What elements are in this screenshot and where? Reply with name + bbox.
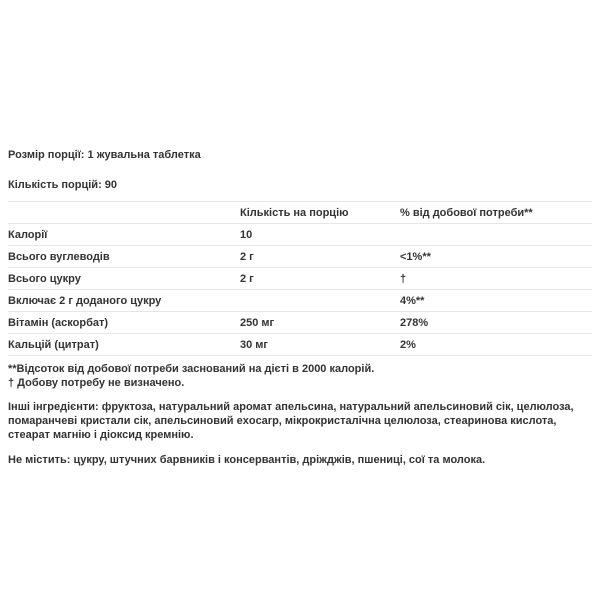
serving-size-text: Розмір порції: 1 жувальна таблетка <box>8 149 201 161</box>
does-not-contain-text: Не містить: цукру, штучних барвників і консервантів, дріжджів, пшениці, сої та молока. <box>8 454 486 466</box>
daily-value-cell: † <box>400 272 407 285</box>
header-daily-value: % від добової потреби** <box>400 206 533 219</box>
amount-cell: 10 <box>240 228 253 241</box>
table-row-calories <box>8 224 592 246</box>
nutrient-name-cell: Кальцій (цитрат) <box>8 338 99 351</box>
table-header-row <box>8 202 592 224</box>
nutrition-facts-table <box>8 201 592 356</box>
nutrient-name-cell: Всього цукру <box>8 272 81 285</box>
daily-value-footnote: **Відсоток від добової потреби заснований на дієті в 2000 калорій. <box>8 363 375 375</box>
nutrient-name-cell: Включає 2 г доданого цукру <box>8 294 162 307</box>
nutrient-name-cell: Вітамін (аскорбат) <box>8 316 109 329</box>
table-row-total-sugar <box>8 268 592 290</box>
daily-value-cell: <1%** <box>400 250 431 263</box>
daily-value-cell: 2% <box>400 338 416 351</box>
daily-value-cell: 278% <box>400 316 429 329</box>
table-row-total-carbs <box>8 246 592 268</box>
footnotes-block <box>8 362 592 390</box>
table-row-calcium-citrate <box>8 334 592 356</box>
daily-value-cell <box>400 224 592 246</box>
amount-cell: 30 мг <box>240 338 269 351</box>
nutrient-name-cell: Всього вуглеводів <box>8 250 110 263</box>
header-amount-per-serving: Кількість на порцію <box>240 206 349 219</box>
dagger-footnote: † Добову потребу не визначено. <box>8 377 185 389</box>
amount-cell <box>240 290 400 312</box>
amount-cell: 2 г <box>240 250 254 263</box>
servings-count-text: Кількість порцій: 90 <box>8 179 118 191</box>
table-row-added-sugar <box>8 290 592 312</box>
amount-cell: 250 мг <box>240 316 275 329</box>
table-row-vitamin-ascorbate <box>8 312 592 334</box>
nutrient-name-cell: Калорії <box>8 228 48 241</box>
header-nutrient <box>8 202 240 224</box>
amount-cell: 2 г <box>240 272 254 285</box>
daily-value-cell: 4%** <box>400 294 425 307</box>
other-ingredients-text: Інші інгредієнти: фруктоза, натуральний аромат апельсина, натуральний апельсиновий сік, целюлоза, помаранчеві кристали сік, апельсиновий exocarp, мікрокристалічна целюлоза, стеаринова кислота, стеарат магнію і діоксид кремнію. <box>8 401 574 441</box>
